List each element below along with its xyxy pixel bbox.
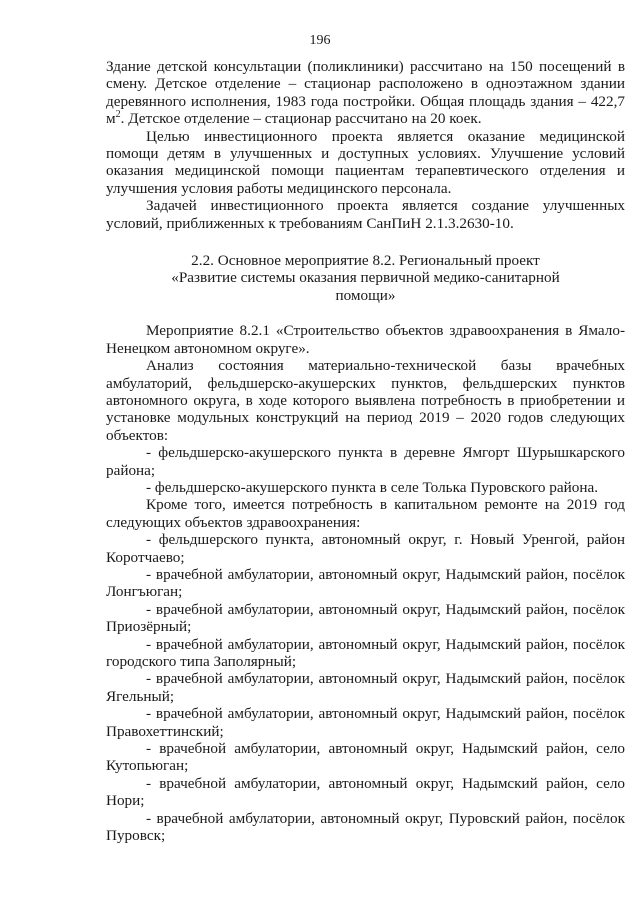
section-heading: [106, 252, 625, 304]
document-body: [106, 58, 625, 844]
paragraph-event: Мероприятие 8.2.1 «Строительство объектов здравоохранения в Ямало-Ненецком автономном округе».: [106, 322, 625, 357]
heading-line: «Развитие системы оказания первичной медико-санитарной: [171, 269, 560, 287]
heading-line: 2.2. Основное мероприятие 8.2. Региональный проект: [191, 252, 540, 270]
paragraph-text: . Детское отделение – стационар рассчитано на 20 коек.: [120, 110, 482, 128]
list-item: - врачебной амбулатории, автономный округ, Надымский район, посёлок Правохеттинский;: [106, 705, 625, 740]
heading-line: помощи»: [335, 286, 396, 304]
paragraph-text: Здание детской консультации (поликлиники) рассчитано на 150 посещений в смену. Детское отделение – стационар расположено в одноэтажном здании деревянного исполнения, 1983 года постройки. Общая площадь здания – 422,7 м: [106, 58, 625, 128]
list-item: - врачебной амбулатории, автономный округ, Надымский район, село Кутопьюган;: [106, 740, 625, 775]
paragraph-project-goal: Целью инвестиционного проекта является оказание медицинской помощи детям в улучшенных и доступных условиях. Улучшение условий оказания медицинской помощи пациентам терапевтического отделения и улучшения условия работы медицинского персонала.: [106, 127, 625, 197]
list-item: - врачебной амбулатории, автономный округ, Пуровский район, посёлок Пуровск;: [106, 809, 625, 845]
list-item: - врачебной амбулатории, автономный округ, Надымский район, посёлок Лонгъюган;: [106, 565, 625, 601]
paragraph-repair-intro: Кроме того, имеется потребность в капитальном ремонте на 2019 год следующих объектов здравоохранения:: [106, 496, 625, 531]
list-item: - врачебной амбулатории, автономный округ, Надымский район, посёлок Ягельный;: [106, 670, 625, 705]
list-item: - врачебной амбулатории, автономный округ, Надымский район, посёлок Приозёрный;: [106, 600, 625, 636]
list-item: - врачебной амбулатории, автономный округ, Надымский район, посёлок городского типа Заполярный;: [106, 635, 625, 670]
list-item: - фельдшерско-акушерского пункта в селе Толька Пуровского района.: [146, 478, 599, 496]
list-item: - фельдшерско-акушерского пункта в деревне Ямгорт Шурышкарского района;: [106, 444, 625, 479]
paragraph-project-task: Задачей инвестиционного проекта является создание улучшенных условий, приближенных к требованиям СанПиН 2.1.3.2630-10.: [106, 197, 625, 232]
list-item: - фельдшерского пункта, автономный округ, г. Новый Уренгой, район Коротчаево;: [106, 531, 625, 566]
list-item: - врачебной амбулатории, автономный округ, Надымский район, село Нори;: [106, 774, 625, 810]
page-number: 196: [309, 33, 331, 48]
paragraph-building-description: [106, 58, 625, 128]
paragraph-analysis: Анализ состояния материально-технической базы врачебных амбулаторий, фельдшерско-акушерских пунктов, фельдшерских пунктов автономного округа, в ходе которого выявлена потребность в приобретении и установке модульных конструкций на период 2019 – 2020 годов следующих объектов:: [106, 357, 625, 444]
superscript: 2: [115, 109, 121, 121]
